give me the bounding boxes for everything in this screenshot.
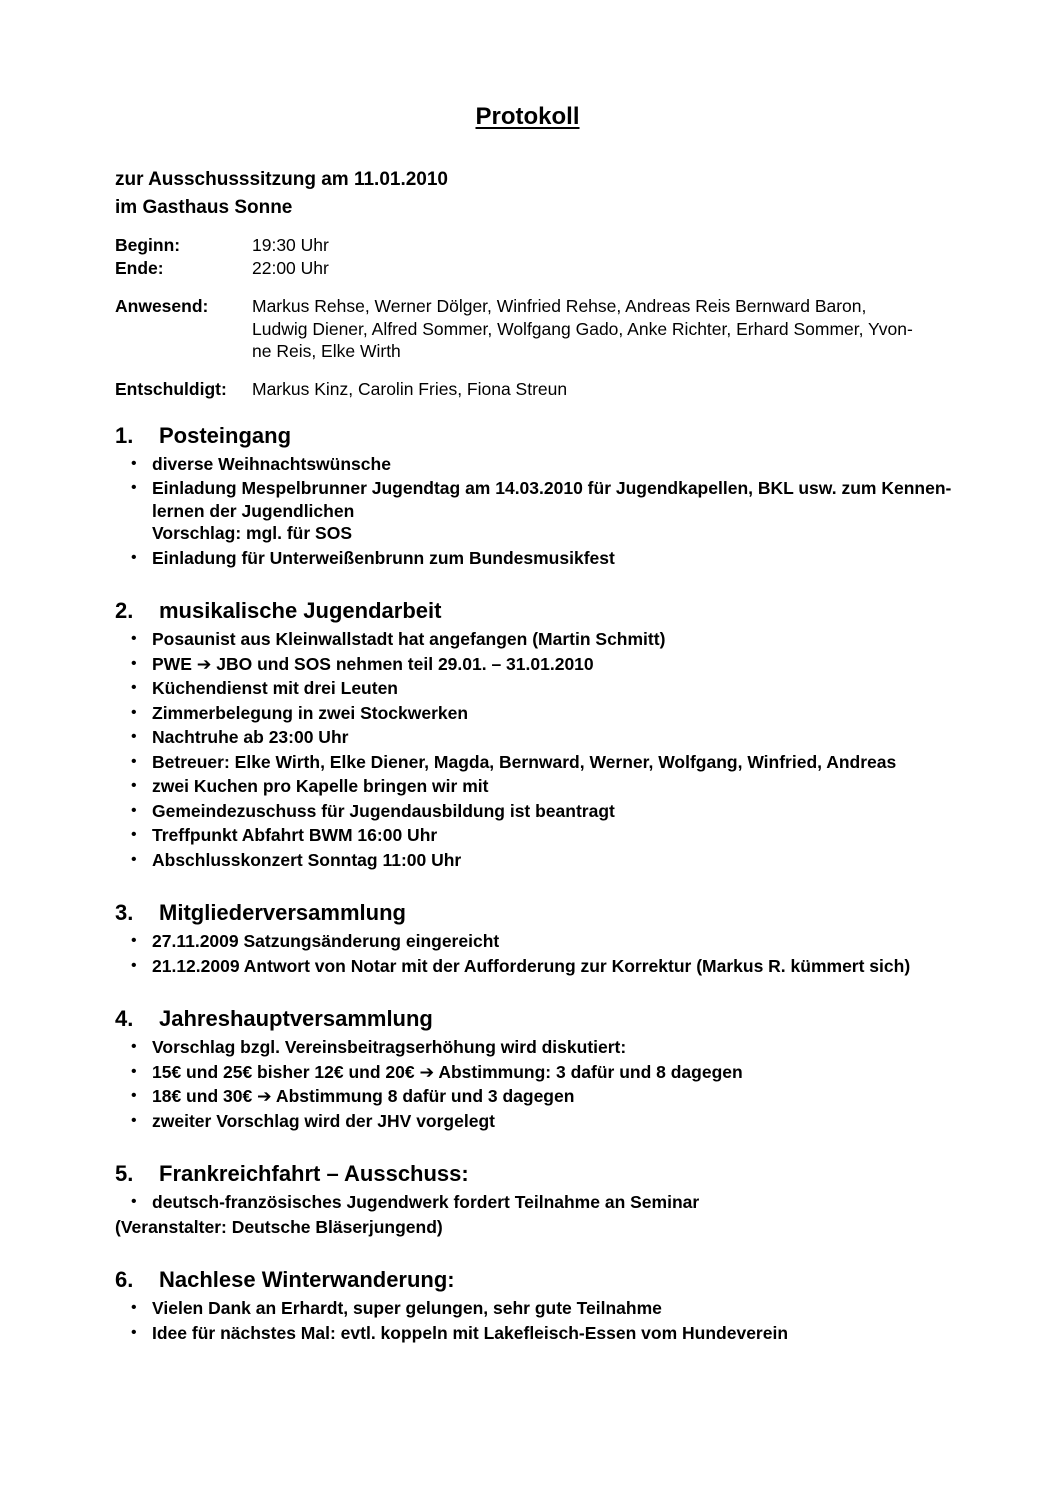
- list-item: [115, 955, 940, 978]
- list-item-line: 18€ und 30€ ➔ Abstimmung 8 dafür und 3 dagegen: [152, 1086, 575, 1106]
- bullet-icon: •: [131, 630, 137, 647]
- bullet-icon: •: [131, 1087, 137, 1104]
- document-title: [115, 102, 940, 132]
- list-item: [115, 1297, 940, 1320]
- bullet-icon: •: [131, 548, 137, 566]
- list-item-line: Gemeindezuschuss für Jugendausbildung ist beantragt: [152, 800, 615, 821]
- meta-value-line: 22:00 Uhr: [252, 258, 329, 278]
- bullet-icon: •: [131, 1111, 137, 1129]
- list-item-line: Einladung Mespelbrunner Jugendtag am 14.03.2010 für Jugendkapellen, BKL usw. zum Kennen-: [152, 478, 952, 498]
- list-item-text: [152, 775, 940, 798]
- meta-label: Ende:: [115, 258, 164, 278]
- list-item-line: 27.11.2009 Satzungsänderung eingereicht: [152, 931, 500, 951]
- list-item: [115, 751, 940, 774]
- list-item: [115, 726, 940, 749]
- list-item-text: [152, 800, 940, 823]
- meta-value: [252, 378, 940, 401]
- list-item-line: Posaunist aus Kleinwallstadt hat angefangen (Martin Schmitt): [152, 629, 666, 649]
- list-item: [115, 824, 940, 847]
- meta-row-beginn: [115, 234, 940, 257]
- bullet-icon: •: [131, 850, 137, 868]
- list-item-text: [152, 849, 940, 872]
- list-item-text: [152, 702, 940, 725]
- bullet-icon: •: [131, 703, 137, 721]
- bullet-icon: •: [131, 1323, 137, 1341]
- list-item-text: [152, 726, 940, 749]
- section-heading: [115, 1160, 940, 1188]
- list-item: [115, 775, 940, 798]
- subtitle-line: im Gasthaus Sonne: [115, 197, 293, 218]
- list-item-text: [115, 1216, 940, 1239]
- list-item-text: [152, 628, 940, 651]
- list-item-text: [152, 1297, 940, 1320]
- meta-value-line: Ludwig Diener, Alfred Sommer, Wolfgang Gado, Anke Richter, Erhard Sommer, Yvon-: [252, 318, 913, 339]
- bullet-icon: •: [131, 956, 137, 974]
- meta-value: [252, 257, 940, 280]
- list-item: [115, 1110, 940, 1133]
- bullet-icon: •: [131, 1299, 137, 1316]
- list-item-line: (Veranstalter: Deutsche Bläserjungend): [115, 1216, 443, 1237]
- section-heading: [115, 1005, 940, 1033]
- bullet-icon: •: [131, 654, 137, 672]
- bullet-icon: •: [131, 1038, 137, 1055]
- list-item-text: [152, 653, 940, 676]
- section-nachlese-winterwanderung: [115, 1266, 940, 1344]
- list-item-line: zwei Kuchen pro Kapelle bringen wir mit: [152, 776, 489, 796]
- list-item: [115, 1322, 940, 1345]
- list-item-text: [152, 477, 951, 545]
- section-heading: [115, 899, 940, 927]
- bullet-icon: •: [131, 826, 137, 843]
- section-jahreshauptversammlung: [115, 1005, 940, 1132]
- section-number: 2.: [115, 598, 134, 623]
- bullet-icon: •: [131, 479, 137, 496]
- list-item-text: [152, 930, 940, 953]
- list-item-line: Zimmerbelegung in zwei Stockwerken: [152, 702, 469, 723]
- list-item: [115, 849, 940, 872]
- list-item-text: [152, 1085, 940, 1108]
- bullet-icon: •: [131, 728, 137, 745]
- section-title: Mitgliederversammlung: [159, 900, 406, 925]
- list-item: [115, 1036, 940, 1059]
- list-item: [115, 453, 940, 476]
- list-item: [115, 930, 940, 953]
- list-item-line: Betreuer: Elke Wirth, Elke Diener, Magda, Bernward, Werner, Wolfgang, Winfried, Andreas: [152, 751, 897, 772]
- list-item: [115, 547, 940, 570]
- list-item: [115, 628, 940, 651]
- list-item-line: Küchendienst mit drei Leuten: [152, 678, 398, 698]
- list-item-text: [152, 1322, 940, 1345]
- section-musikalische-jugendarbeit: [115, 597, 940, 871]
- bullet-icon: •: [131, 777, 137, 794]
- section-posteingang: [115, 422, 952, 570]
- meta-value: [252, 295, 940, 363]
- list-item-text: [152, 824, 940, 847]
- list-item: [115, 677, 940, 700]
- bullet-icon: •: [131, 679, 137, 696]
- section-title: Nachlese Winterwanderung:: [159, 1267, 455, 1292]
- list-item-line: 21.12.2009 Antwort von Notar mit der Aufforderung zur Korrektur (Markus R. kümmert sich): [152, 955, 911, 976]
- section-number: 4.: [115, 1006, 134, 1031]
- section-number: 6.: [115, 1267, 134, 1292]
- section-mitgliederversammlung: [115, 899, 940, 977]
- list-item-line: zweiter Vorschlag wird der JHV vorgelegt: [152, 1110, 495, 1131]
- list-item: [115, 1191, 940, 1214]
- meta-row-anwesend: [115, 295, 940, 363]
- list-item-text: [152, 751, 940, 774]
- subtitle-line: zur Ausschusssitzung am 11.01.2010: [115, 169, 449, 190]
- bullet-icon: •: [131, 801, 137, 819]
- list-item: [115, 653, 940, 676]
- bullet-icon: •: [131, 1193, 137, 1210]
- list-item-line: diverse Weihnachtswünsche: [152, 453, 391, 474]
- bullet-icon: •: [131, 454, 137, 472]
- list-item: [115, 1061, 940, 1084]
- meta-value-line: 19:30 Uhr: [252, 235, 329, 255]
- section-number: 1.: [115, 422, 134, 448]
- bullet-icon: •: [131, 1062, 137, 1080]
- meta-value: [252, 234, 940, 257]
- section-title: Jahreshauptversammlung: [159, 1006, 433, 1031]
- meta-value-line: Markus Rehse, Werner Dölger, Winfried Rehse, Andreas Reis Bernward Baron,: [252, 296, 867, 316]
- list-item-line: Treffpunkt Abfahrt BWM 16:00 Uhr: [152, 825, 438, 845]
- list-item-line: PWE ➔ JBO und SOS nehmen teil 29.01. – 31.01.2010: [152, 653, 594, 674]
- list-item-text: [152, 677, 940, 700]
- list-item: [115, 800, 940, 823]
- list-item-line: Idee für nächstes Mal: evtl. koppeln mit Lakefleisch-Essen vom Hundeverein: [152, 1322, 789, 1343]
- list-item-plain: [115, 1216, 940, 1239]
- list-item-line: deutsch-französisches Jugendwerk fordert Teilnahme an Seminar: [152, 1192, 700, 1212]
- meta-label: Beginn:: [115, 235, 181, 255]
- list-item-text: [152, 1061, 940, 1084]
- list-item-text: [152, 547, 940, 570]
- list-item-line: Nachtruhe ab 23:00 Uhr: [152, 727, 349, 747]
- section-title: Posteingang: [159, 422, 292, 448]
- list-item: [115, 477, 952, 545]
- meta-row-entschuldigt: [115, 378, 940, 401]
- list-item-text: [152, 955, 940, 978]
- list-item-text: [152, 1110, 940, 1133]
- section-heading: [115, 1266, 940, 1294]
- meta-row-ende: [115, 257, 940, 280]
- list-item-line: lernen der Jugendlichen: [152, 500, 355, 521]
- list-item-line: Vielen Dank an Erhardt, super gelungen, sehr gute Teilnahme: [152, 1298, 662, 1318]
- section-heading: [115, 422, 940, 450]
- meta-value-line: Markus Kinz, Carolin Fries, Fiona Streun: [252, 378, 568, 399]
- bullet-icon: •: [131, 932, 137, 949]
- section-title: Frankreichfahrt – Ausschuss:: [159, 1161, 469, 1186]
- meta-block: [115, 234, 940, 401]
- list-item-text: [152, 1036, 940, 1059]
- list-item-line: Einladung für Unterweißenbrunn zum Bundesmusikfest: [152, 547, 615, 568]
- meta-label: Anwesend:: [115, 296, 209, 316]
- list-item-text: [152, 1191, 940, 1214]
- list-item-line: Vorschlag bzgl. Vereinsbeitragserhöhung wird diskutiert:: [152, 1037, 627, 1057]
- section-frankreichfahrt: [115, 1160, 940, 1238]
- list-item: [115, 702, 940, 725]
- document-subtitle: [115, 166, 940, 222]
- document-title-text: Protokoll: [475, 103, 580, 130]
- list-item-line: 15€ und 25€ bisher 12€ und 20€ ➔ Abstimmung: 3 dafür und 8 dagegen: [152, 1061, 743, 1082]
- meta-value-line: ne Reis, Elke Wirth: [252, 341, 401, 361]
- meta-label: Entschuldigt:: [115, 378, 227, 399]
- list-item: [115, 1085, 940, 1108]
- list-item-text: [152, 453, 940, 476]
- section-number: 3.: [115, 900, 134, 925]
- section-heading: [115, 597, 940, 625]
- list-item-line: Abschlusskonzert Sonntag 11:00 Uhr: [152, 849, 462, 870]
- section-title: musikalische Jugendarbeit: [159, 598, 442, 623]
- section-number: 5.: [115, 1161, 134, 1186]
- list-item-line: Vorschlag: mgl. für SOS: [152, 523, 352, 543]
- bullet-icon: •: [131, 752, 137, 770]
